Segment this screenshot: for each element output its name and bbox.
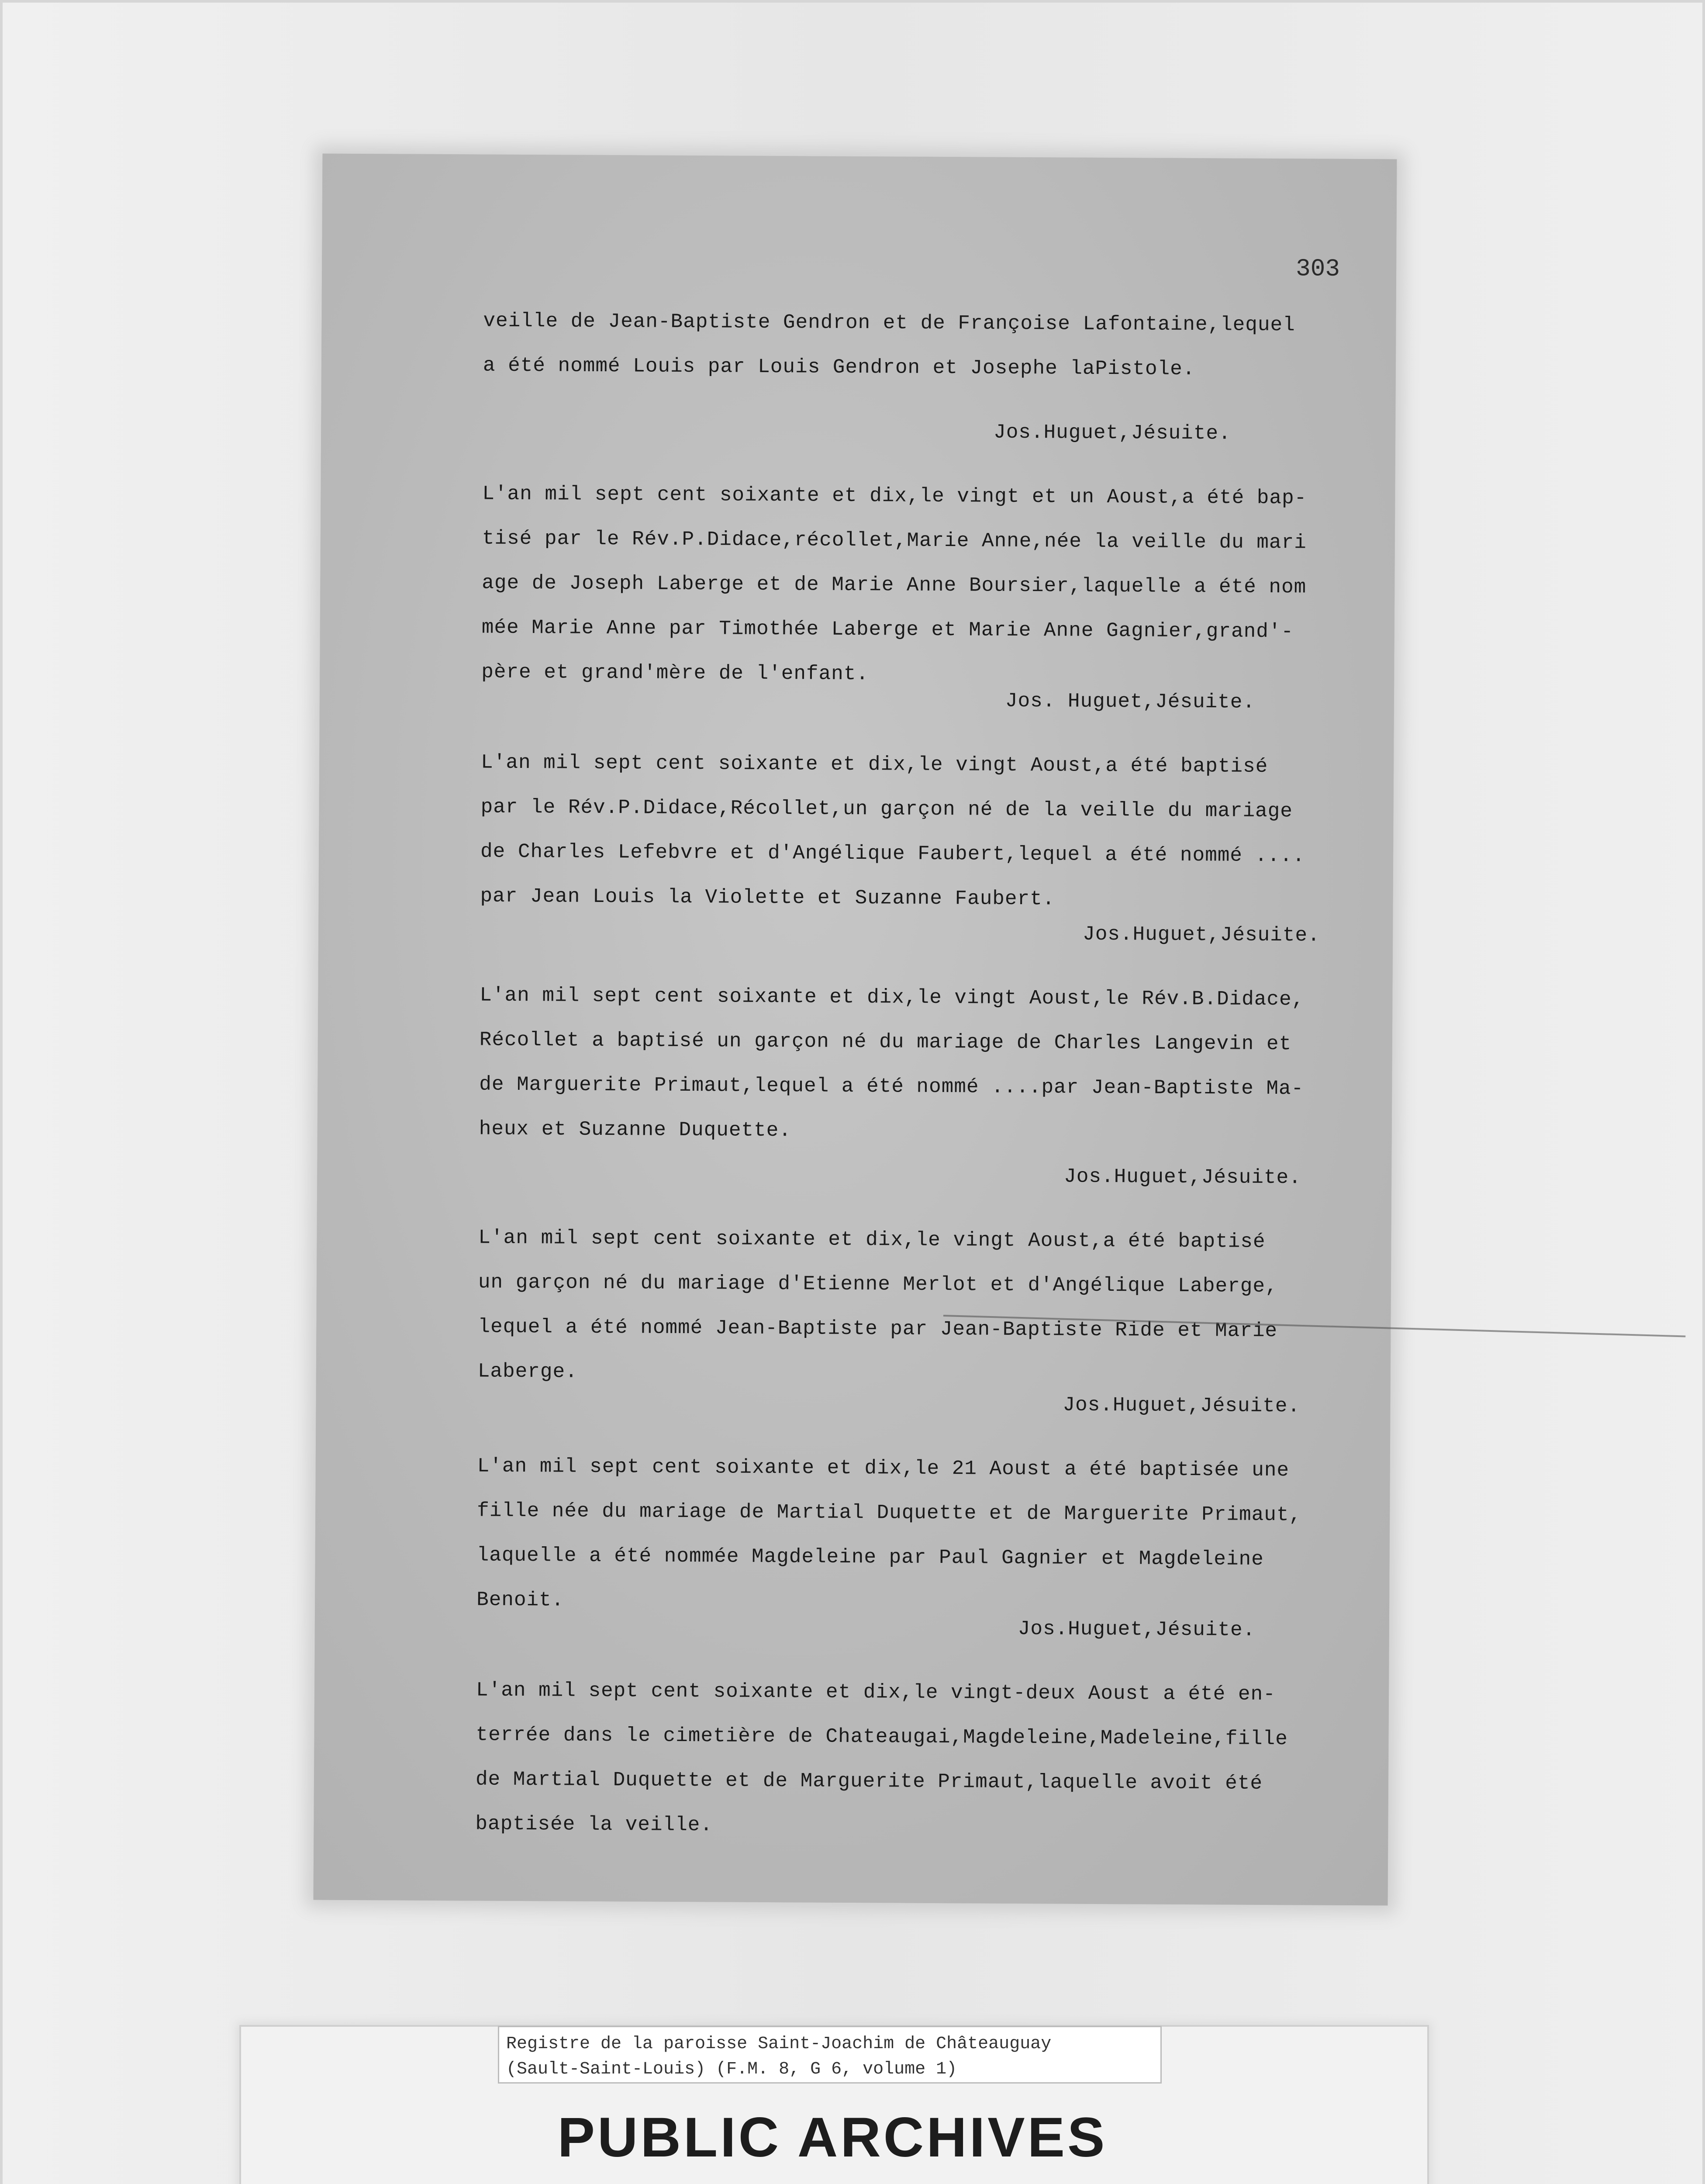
entry-line: tisé par le Rév.P.Didace,récollet,Marie Anne,née la veille du mari — [482, 527, 1307, 554]
entry-line: L'an mil sept cent soixante et dix,le vingt et un Aoust,a été bap- — [482, 482, 1307, 510]
entry-signature: Jos.Huguet,Jésuite. — [1064, 1165, 1301, 1189]
entry-line: L'an mil sept cent soixante et dix,le 21 Aoust a été baptisée une — [477, 1455, 1290, 1482]
register-entry — [475, 1668, 1350, 1850]
entry-signature: Jos.Huguet,Jésuite. — [994, 421, 1231, 445]
entry-line: Laberge. — [477, 1360, 578, 1383]
page-number: 303 — [1295, 255, 1340, 283]
entry-line: baptisée la veille. — [475, 1812, 713, 1837]
register-text — [475, 299, 1357, 1851]
entry-signature: Jos.Huguet,Jésuite. — [1063, 1393, 1301, 1418]
reference-line-2: (Sault-Saint-Louis) (F.M. 8, G 6, volume 1) — [506, 2060, 957, 2079]
entry-signature: Jos.Huguet,Jésuite. — [1083, 923, 1320, 947]
entry-line: de Martial Duquette et de Marguerite Primaut,laquelle avoit été — [475, 1768, 1263, 1795]
register-entry — [481, 472, 1356, 725]
entry-line: Benoit. — [476, 1588, 564, 1612]
register-entry — [476, 1444, 1351, 1652]
register-page — [314, 154, 1397, 1906]
entry-line: L'an mil sept cent soixante et dix,le vingt-deux Aoust a été en- — [476, 1679, 1276, 1706]
entry-signature: Jos.Huguet,Jésuite. — [1018, 1617, 1256, 1641]
entry-line: age de Joseph Laberge et de Marie Anne Boursier,laquelle a été nom — [482, 571, 1307, 599]
entry-line: par Jean Louis la Violette et Suzanne Faubert. — [480, 885, 1055, 911]
archive-title-english: PUBLIC ARCHIVES — [557, 2106, 1108, 2169]
entry-line: L'an mil sept cent soixante et dix,le vingt Aoust,a été baptisé — [478, 1226, 1266, 1253]
entry-line: de Charles Lefebvre et d'Angélique Faubert,lequel a été nommé .... — [480, 840, 1305, 867]
entry-line: par le Rév.P.Didace,Récollet,un garçon né de la veille du mariage — [480, 795, 1293, 823]
entry-line: a été nommé Louis par Louis Gendron et Josephe laPistole. — [483, 354, 1195, 381]
entry-line: terrée dans le cimetière de Chateaugai,Magdeleine,Madeleine,fille — [476, 1723, 1288, 1751]
register-entry — [483, 299, 1357, 456]
entry-line: père et grand'mère de l'enfant. — [481, 660, 869, 686]
entry-line: Récollet a baptisé un garçon né du mariage de Charles Langevin et — [479, 1028, 1292, 1056]
entry-line: L'an mil sept cent soixante et dix,le vingt Aoust,a été baptisé — [481, 751, 1268, 778]
register-entry — [477, 1215, 1352, 1428]
entry-line: mée Marie Anne par Timothée Laberge et Marie Anne Gagnier,grand'- — [481, 616, 1294, 643]
entry-line: lequel a été nommé Jean-Baptiste par Jean-Baptiste Ride et Marie — [478, 1315, 1278, 1343]
register-entry — [479, 973, 1353, 1200]
entry-signature: Jos. Huguet,Jésuite. — [1005, 689, 1256, 714]
entry-line: L'an mil sept cent soixante et dix,le vingt Aoust,le Rév.B.Didace, — [480, 984, 1305, 1011]
register-entry — [480, 740, 1355, 958]
entry-line: un garçon né du mariage d'Etienne Merlot et d'Angélique Laberge, — [478, 1271, 1278, 1298]
entry-line: fille née du mariage de Martial Duquette et de Marguerite Primaut, — [477, 1499, 1302, 1527]
reference-slip — [498, 2026, 1162, 2084]
entry-line: laquelle a été nommée Magdeleine par Paul Gagnier et Magdeleine — [476, 1544, 1264, 1571]
entry-line: heux et Suzanne Duquette. — [479, 1117, 792, 1142]
entry-line: veille de Jean-Baptiste Gendron et de Françoise Lafontaine,lequel — [483, 309, 1295, 337]
entry-line: de Marguerite Primaut,lequel a été nommé ....par Jean-Baptiste Ma- — [479, 1073, 1304, 1100]
reference-line-1: Registre de la paroisse Saint-Joachim de Châteauguay — [506, 2034, 1052, 2054]
